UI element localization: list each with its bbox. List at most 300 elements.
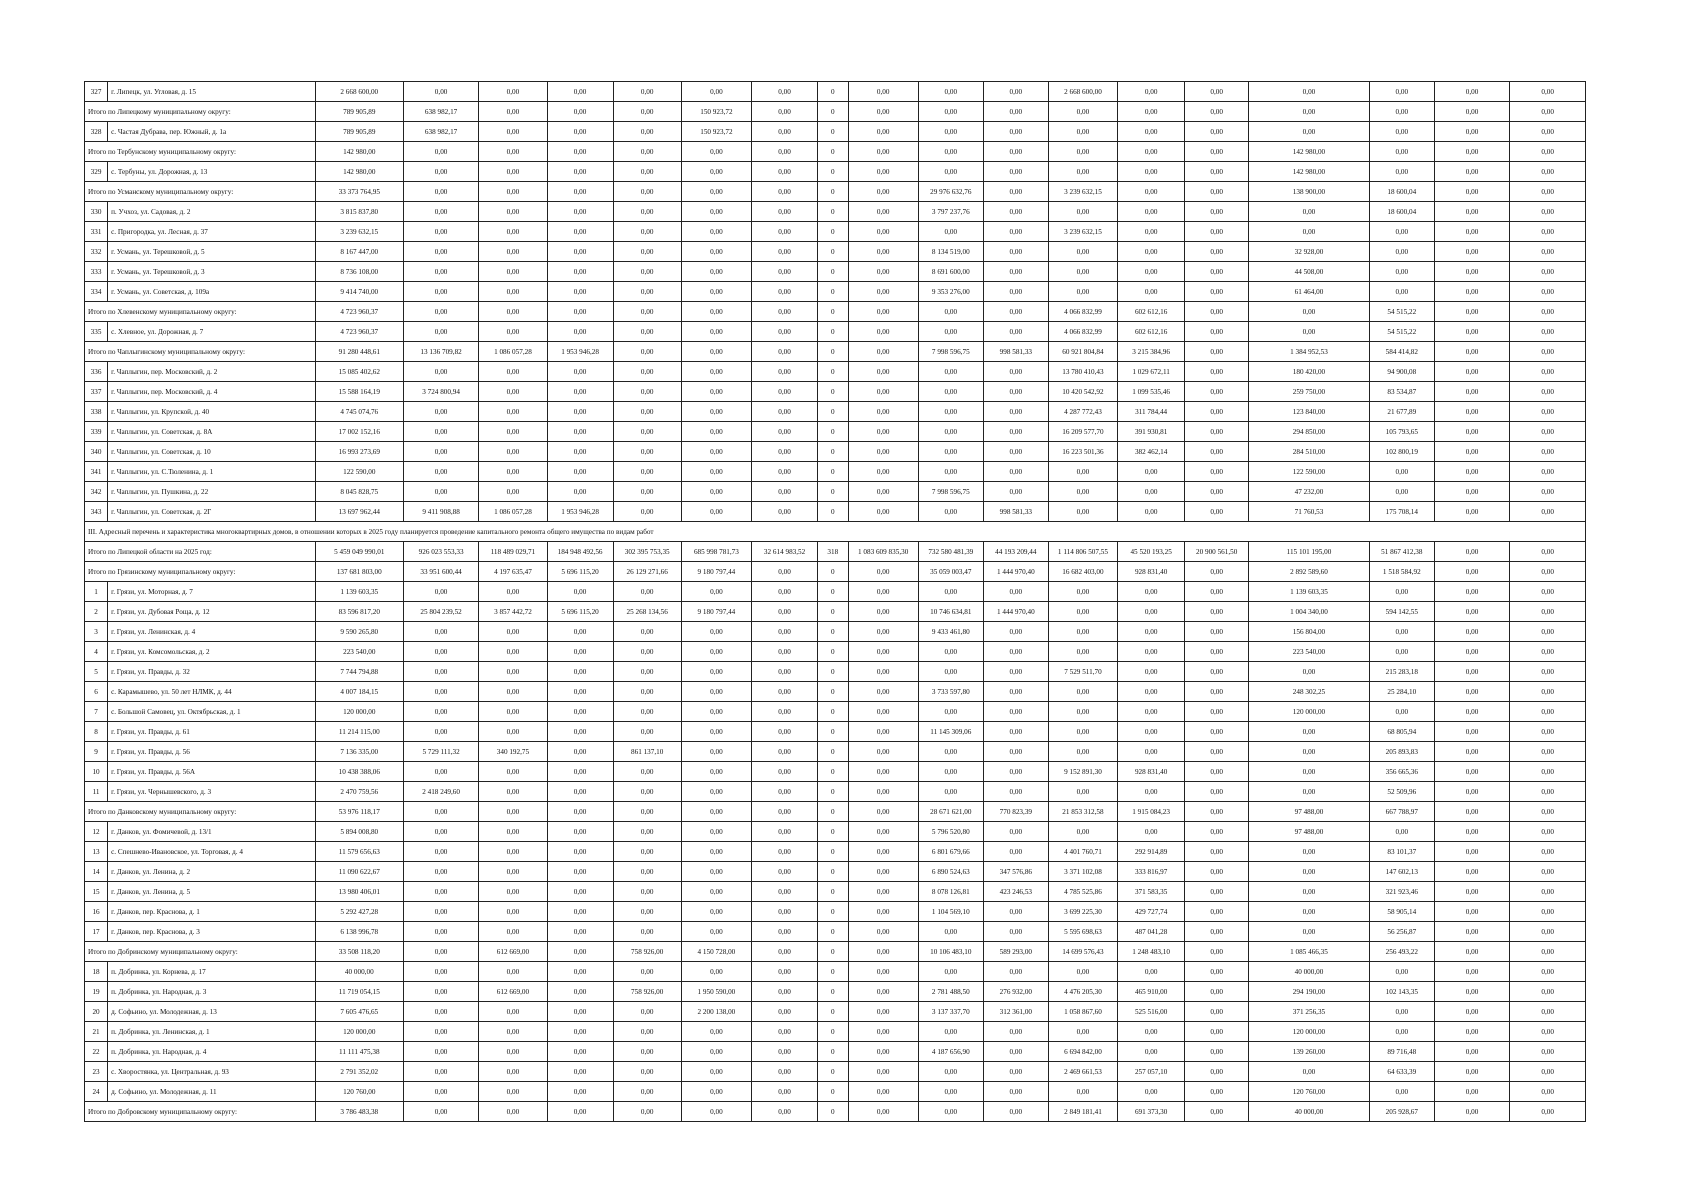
cost-cell: 11 579 656,63 (315, 842, 403, 862)
cost-cell: 0,00 (403, 962, 479, 982)
cost-cell: 17 002 152,16 (315, 422, 403, 442)
cost-cell: 0 (818, 682, 848, 702)
cost-cell: 0,00 (479, 242, 547, 262)
cost-cell: 0 (818, 842, 848, 862)
cost-cell: 0,00 (479, 202, 547, 222)
row-number: 15 (85, 882, 108, 902)
cost-cell: 0,00 (613, 902, 681, 922)
cost-cell: 9 590 265,80 (315, 622, 403, 642)
cost-cell: 150 923,72 (681, 122, 751, 142)
cost-cell: 10 438 388,06 (315, 762, 403, 782)
cost-cell: 0,00 (479, 362, 547, 382)
row-number: 20 (85, 1002, 108, 1022)
cost-cell: 0,00 (479, 1082, 547, 1102)
cost-cell: 0,00 (547, 182, 613, 202)
cost-cell: 0,00 (1185, 482, 1249, 502)
cost-cell: 0,00 (479, 862, 547, 882)
cost-cell: 156 804,00 (1249, 622, 1370, 642)
table-row (85, 282, 1586, 302)
cost-cell: 0,00 (752, 982, 818, 1002)
cost-cell: 0,00 (613, 1002, 681, 1022)
cost-cell: 0,00 (613, 122, 681, 142)
cost-cell: 0,00 (1434, 422, 1510, 442)
cost-cell: 0 (818, 1062, 848, 1082)
cost-cell: 0,00 (1369, 122, 1434, 142)
cost-cell: 0,00 (752, 342, 818, 362)
cost-cell: 0,00 (983, 242, 1048, 262)
cost-cell: 0,00 (752, 662, 818, 682)
cost-cell: 4 187 656,90 (918, 1042, 983, 1062)
cost-cell: 0,00 (1434, 82, 1510, 102)
cost-cell: 0,00 (752, 1062, 818, 1082)
cost-cell: 0,00 (983, 722, 1048, 742)
building-address: г. Чаплыгин, ул. Пушкина, д. 22 (108, 482, 316, 502)
cost-cell: 0,00 (1369, 462, 1434, 482)
cost-cell: 0,00 (1185, 302, 1249, 322)
cost-cell: 0,00 (403, 802, 479, 822)
cost-cell: 0,00 (1510, 182, 1586, 202)
cost-cell: 0,00 (403, 1062, 479, 1082)
cost-cell: 0,00 (1249, 722, 1370, 742)
cost-cell: 6 694 842,00 (1048, 1042, 1117, 1062)
cost-cell: 0,00 (547, 322, 613, 342)
cost-cell: 0,00 (613, 662, 681, 682)
building-address: г. Чаплыгин, ул. Советская, д. 10 (108, 442, 316, 462)
subtotal-row (85, 1102, 1586, 1122)
cost-cell: 0,00 (752, 262, 818, 282)
cost-cell: 0,00 (681, 762, 751, 782)
cost-cell: 0,00 (613, 302, 681, 322)
row-number: 328 (85, 122, 108, 142)
cost-cell: 371 583,35 (1118, 882, 1185, 902)
cost-cell: 0,00 (1048, 282, 1117, 302)
cost-cell: 0,00 (1185, 642, 1249, 662)
cost-cell: 0,00 (613, 482, 681, 502)
cost-cell: 15 588 164,19 (315, 382, 403, 402)
cost-cell: 5 696 115,20 (547, 602, 613, 622)
cost-cell: 3 137 337,70 (918, 1002, 983, 1022)
row-number: 330 (85, 202, 108, 222)
cost-cell: 45 520 193,25 (1118, 542, 1185, 562)
cost-cell: 0,00 (403, 842, 479, 862)
cost-cell: 0,00 (752, 462, 818, 482)
cost-cell: 54 515,22 (1369, 302, 1434, 322)
cost-cell: 0,00 (983, 402, 1048, 422)
cost-cell: 0,00 (1434, 482, 1510, 502)
cost-cell: 122 590,00 (315, 462, 403, 482)
cost-cell: 0,00 (547, 662, 613, 682)
cost-cell: 0,00 (1048, 642, 1117, 662)
cost-cell: 0,00 (1185, 882, 1249, 902)
cost-cell: 0 (818, 662, 848, 682)
cost-cell: 0,00 (848, 742, 918, 762)
row-number: 336 (85, 362, 108, 382)
cost-cell: 0,00 (983, 662, 1048, 682)
cost-cell: 18 600,04 (1369, 182, 1434, 202)
cost-cell: 0,00 (848, 922, 918, 942)
cost-cell: 1 139 603,35 (1249, 582, 1370, 602)
section-heading: III. Адресный перечень и характеристика многоквартирных домов, в отношении которых в 2025 году планируется проведение капитального ремонта общего имущества по видам работ (85, 522, 1586, 542)
table-row (85, 82, 1586, 102)
cost-cell: 294 190,00 (1249, 982, 1370, 1002)
cost-cell: 0,00 (1048, 682, 1117, 702)
cost-cell: 0,00 (1434, 842, 1510, 862)
cost-cell: 0,00 (848, 1062, 918, 1082)
cost-cell: 28 671 621,00 (918, 802, 983, 822)
cost-cell: 14 699 576,43 (1048, 942, 1117, 962)
cost-cell: 0,00 (918, 502, 983, 522)
cost-cell: 0 (818, 762, 848, 782)
cost-cell: 83 534,87 (1369, 382, 1434, 402)
cost-cell: 0,00 (479, 902, 547, 922)
cost-cell: 0,00 (752, 942, 818, 962)
cost-cell: 0,00 (1048, 602, 1117, 622)
subtotal-label: Итого по Добринскому муниципальному округу: (85, 942, 316, 962)
cost-cell: 0,00 (918, 962, 983, 982)
cost-cell: 40 000,00 (1249, 1102, 1370, 1122)
cost-cell: 0,00 (1118, 242, 1185, 262)
cost-cell: 0,00 (1434, 182, 1510, 202)
cost-cell: 0,00 (1510, 502, 1586, 522)
building-address: г. Чаплыгин, ул. Крупской, д. 40 (108, 402, 316, 422)
table-row (85, 842, 1586, 862)
cost-cell: 0,00 (681, 582, 751, 602)
cost-cell: 5 894 008,80 (315, 822, 403, 842)
cost-cell: 0,00 (403, 822, 479, 842)
cost-cell: 0,00 (613, 322, 681, 342)
cost-cell: 292 914,89 (1118, 842, 1185, 862)
cost-cell: 0,00 (547, 842, 613, 862)
cost-cell: 0,00 (848, 182, 918, 202)
cost-cell: 0 (818, 882, 848, 902)
cost-cell: 0,00 (547, 402, 613, 422)
table-row (85, 682, 1586, 702)
cost-cell: 0 (818, 222, 848, 242)
cost-cell: 18 600,04 (1369, 202, 1434, 222)
cost-cell: 0 (818, 482, 848, 502)
cost-cell: 0,00 (1510, 122, 1586, 142)
cost-cell: 0,00 (1185, 922, 1249, 942)
cost-cell: 0,00 (479, 802, 547, 822)
cost-cell: 0,00 (1369, 1082, 1434, 1102)
subtotal-row (85, 342, 1586, 362)
cost-cell: 120 760,00 (315, 1082, 403, 1102)
cost-cell: 0,00 (848, 662, 918, 682)
cost-cell: 0,00 (1434, 602, 1510, 622)
table-row (85, 722, 1586, 742)
cost-cell: 0,00 (1434, 162, 1510, 182)
cost-cell: 0,00 (1510, 982, 1586, 1002)
cost-cell: 4 066 832,99 (1048, 302, 1117, 322)
cost-cell: 0,00 (403, 402, 479, 422)
cost-cell: 1 384 952,53 (1249, 342, 1370, 362)
cost-cell: 0,00 (752, 742, 818, 762)
cost-cell: 0,00 (1510, 542, 1586, 562)
cost-cell: 0,00 (479, 1022, 547, 1042)
cost-cell: 0,00 (848, 362, 918, 382)
cost-cell: 0,00 (1185, 662, 1249, 682)
cost-cell: 0,00 (1048, 242, 1117, 262)
cost-cell: 0,00 (848, 462, 918, 482)
cost-cell: 0,00 (613, 1042, 681, 1062)
cost-cell: 0 (818, 1102, 848, 1122)
cost-cell: 0,00 (1185, 822, 1249, 842)
cost-cell: 4 476 205,30 (1048, 982, 1117, 1002)
building-address: г. Грязи, ул. Дубовая Роща, д. 12 (108, 602, 316, 622)
row-number: 23 (85, 1062, 108, 1082)
cost-cell: 0,00 (848, 782, 918, 802)
cost-cell: 0,00 (403, 222, 479, 242)
cost-cell: 0,00 (403, 322, 479, 342)
cost-cell: 0,00 (1510, 362, 1586, 382)
cost-cell: 0,00 (479, 882, 547, 902)
cost-cell: 0,00 (1118, 582, 1185, 602)
cost-cell: 0,00 (848, 402, 918, 422)
cost-cell: 0,00 (1185, 382, 1249, 402)
table-row (85, 1042, 1586, 1062)
row-number: 6 (85, 682, 108, 702)
cost-cell: 0,00 (681, 82, 751, 102)
cost-cell: 0,00 (613, 82, 681, 102)
cost-cell: 0,00 (752, 722, 818, 742)
cost-cell: 0,00 (752, 422, 818, 442)
cost-cell: 0,00 (848, 442, 918, 462)
cost-cell: 0,00 (479, 442, 547, 462)
cost-cell: 0,00 (752, 222, 818, 242)
cost-cell: 0,00 (403, 682, 479, 702)
row-number: 16 (85, 902, 108, 922)
cost-cell: 0,00 (479, 582, 547, 602)
cost-cell: 0,00 (1118, 742, 1185, 762)
cost-cell: 758 926,00 (613, 982, 681, 1002)
cost-cell: 0,00 (1048, 102, 1117, 122)
cost-cell: 0,00 (547, 262, 613, 282)
cost-cell: 0,00 (403, 202, 479, 222)
cost-cell: 0,00 (1510, 802, 1586, 822)
cost-cell: 0,00 (479, 682, 547, 702)
cost-cell: 0,00 (848, 642, 918, 662)
cost-cell: 0,00 (752, 702, 818, 722)
cost-cell: 0,00 (1510, 642, 1586, 662)
cost-cell: 0 (818, 382, 848, 402)
cost-cell: 13 697 962,44 (315, 502, 403, 522)
cost-cell: 0,00 (547, 682, 613, 702)
cost-cell: 0,00 (613, 682, 681, 702)
cost-cell: 0,00 (752, 1102, 818, 1122)
cost-cell: 0,00 (1434, 502, 1510, 522)
cost-cell: 0,00 (1185, 442, 1249, 462)
cost-cell: 0,00 (1434, 742, 1510, 762)
cost-cell: 0,00 (918, 82, 983, 102)
cost-cell: 0,00 (983, 682, 1048, 702)
cost-cell: 0,00 (752, 782, 818, 802)
cost-cell: 0,00 (752, 142, 818, 162)
cost-cell: 0,00 (1249, 882, 1370, 902)
cost-cell: 0,00 (1434, 462, 1510, 482)
cost-cell: 0,00 (1118, 962, 1185, 982)
cost-cell: 0,00 (1510, 282, 1586, 302)
cost-cell: 0,00 (983, 282, 1048, 302)
cost-cell: 0,00 (1510, 442, 1586, 462)
cost-cell: 0,00 (752, 1042, 818, 1062)
cost-cell: 0,00 (547, 1042, 613, 1062)
building-address: с. Частая Дубрава, пер. Южный, д. 1а (108, 122, 316, 142)
cost-cell: 21 853 312,58 (1048, 802, 1117, 822)
building-address: г. Грязи, ул. Правды, д. 56А (108, 762, 316, 782)
cost-cell: 0,00 (752, 642, 818, 662)
cost-cell: 205 928,67 (1369, 1102, 1434, 1122)
cost-cell: 0,00 (613, 1022, 681, 1042)
cost-cell: 0,00 (1510, 322, 1586, 342)
cost-cell: 16 209 577,70 (1048, 422, 1117, 442)
cost-cell: 0,00 (613, 822, 681, 842)
cost-cell: 0,00 (547, 242, 613, 262)
row-number: 329 (85, 162, 108, 182)
cost-cell: 0,00 (1369, 282, 1434, 302)
cost-cell: 0,00 (918, 302, 983, 322)
cost-cell: 33 373 764,95 (315, 182, 403, 202)
cost-cell: 0,00 (752, 322, 818, 342)
cost-cell: 691 373,30 (1118, 1102, 1185, 1122)
cost-cell: 0,00 (681, 402, 751, 422)
cost-cell: 0,00 (848, 222, 918, 242)
cost-cell: 0,00 (479, 962, 547, 982)
cost-cell: 0,00 (848, 582, 918, 602)
cost-cell: 0,00 (1249, 762, 1370, 782)
cost-cell: 40 000,00 (315, 962, 403, 982)
cost-cell: 789 905,89 (315, 122, 403, 142)
cost-cell: 0,00 (1118, 702, 1185, 722)
table-row (85, 702, 1586, 722)
building-address: с. Хлевное, ул. Дорожная, д. 7 (108, 322, 316, 342)
row-number: 9 (85, 742, 108, 762)
cost-cell: 0,00 (1434, 642, 1510, 662)
cost-cell: 6 138 996,78 (315, 922, 403, 942)
cost-cell: 8 736 108,00 (315, 262, 403, 282)
cost-cell: 382 462,14 (1118, 442, 1185, 462)
table-row (85, 122, 1586, 142)
cost-cell: 602 612,16 (1118, 302, 1185, 322)
cost-cell: 97 488,00 (1249, 822, 1370, 842)
cost-cell: 0,00 (613, 922, 681, 942)
cost-cell: 11 214 115,00 (315, 722, 403, 742)
cost-cell: 0,00 (613, 202, 681, 222)
cost-cell: 0,00 (1510, 702, 1586, 722)
row-number: 343 (85, 502, 108, 522)
cost-cell: 0,00 (1510, 782, 1586, 802)
cost-cell: 6 890 524,63 (918, 862, 983, 882)
row-number: 19 (85, 982, 108, 1002)
cost-cell: 0,00 (1434, 362, 1510, 382)
cost-cell: 0,00 (1185, 262, 1249, 282)
cost-cell: 0,00 (403, 1002, 479, 1022)
table-row (85, 662, 1586, 682)
cost-cell: 142 980,00 (1249, 162, 1370, 182)
row-number: 8 (85, 722, 108, 742)
cost-cell: 1 029 672,11 (1118, 362, 1185, 382)
row-number: 10 (85, 762, 108, 782)
cost-cell: 4 287 772,43 (1048, 402, 1117, 422)
cost-cell: 0,00 (1434, 682, 1510, 702)
cost-cell: 0,00 (547, 822, 613, 842)
building-address: г. Усмань, ул. Советская, д. 109а (108, 282, 316, 302)
cost-cell: 0,00 (1118, 662, 1185, 682)
cost-cell: 0,00 (983, 1082, 1048, 1102)
subtotal-row (85, 142, 1586, 162)
cost-cell: 0,00 (918, 402, 983, 422)
row-number: 3 (85, 622, 108, 642)
cost-cell: 0,00 (848, 1022, 918, 1042)
cost-cell: 0,00 (613, 342, 681, 362)
subtotal-label: Итого по Липецкому муниципальному округу: (85, 102, 316, 122)
cost-cell: 0,00 (1510, 162, 1586, 182)
cost-cell: 926 023 553,33 (403, 542, 479, 562)
cost-cell: 9 411 908,88 (403, 502, 479, 522)
cost-cell: 0,00 (403, 642, 479, 662)
cost-cell: 0,00 (547, 582, 613, 602)
cost-cell: 0,00 (1434, 322, 1510, 342)
cost-cell: 0,00 (547, 722, 613, 742)
cost-cell: 0,00 (1185, 562, 1249, 582)
cost-cell: 0 (818, 822, 848, 842)
cost-cell: 0,00 (1249, 102, 1370, 122)
table-row (85, 162, 1586, 182)
table-row (85, 402, 1586, 422)
cost-cell: 0,00 (1185, 862, 1249, 882)
cost-cell: 120 760,00 (1249, 1082, 1370, 1102)
cost-cell: 0,00 (1510, 822, 1586, 842)
cost-cell: 0,00 (1434, 662, 1510, 682)
cost-cell: 0,00 (1048, 722, 1117, 742)
cost-cell: 0 (818, 562, 848, 582)
cost-cell: 0,00 (547, 302, 613, 322)
cost-cell: 0,00 (752, 842, 818, 862)
cost-cell: 0,00 (1185, 82, 1249, 102)
cost-cell: 0,00 (681, 742, 751, 762)
cost-cell: 0,00 (1434, 542, 1510, 562)
cost-cell: 0,00 (547, 1002, 613, 1022)
cost-cell: 318 (818, 542, 848, 562)
cost-cell: 0,00 (1434, 622, 1510, 642)
row-number: 22 (85, 1042, 108, 1062)
capital-repair-table (84, 81, 1586, 1122)
cost-cell: 998 581,33 (983, 502, 1048, 522)
cost-cell: 0 (818, 642, 848, 662)
cost-cell: 0,00 (1185, 1022, 1249, 1042)
cost-cell: 3 371 102,08 (1048, 862, 1117, 882)
cost-cell: 0,00 (403, 142, 479, 162)
cost-cell: 0,00 (613, 222, 681, 242)
cost-cell: 138 900,00 (1249, 182, 1370, 202)
cost-cell: 142 980,00 (315, 142, 403, 162)
cost-cell: 21 677,89 (1369, 402, 1434, 422)
cost-cell: 0,00 (1185, 322, 1249, 342)
cost-cell: 0,00 (613, 382, 681, 402)
subtotal-label: Итого по Добровскому муниципальному округу: (85, 1102, 316, 1122)
cost-cell: 10 420 542,92 (1048, 382, 1117, 402)
cost-cell: 91 280 448,61 (315, 342, 403, 362)
building-address: п. Добринка, ул. Корнева, д. 17 (108, 962, 316, 982)
cost-cell: 0,00 (983, 322, 1048, 342)
cost-cell: 0,00 (681, 322, 751, 342)
row-number: 4 (85, 642, 108, 662)
cost-cell: 35 059 003,47 (918, 562, 983, 582)
building-address: г. Грязи, ул. Моторная, д. 7 (108, 582, 316, 602)
cost-cell: 0,00 (983, 1062, 1048, 1082)
cost-cell: 0,00 (752, 882, 818, 902)
cost-cell: 0,00 (681, 362, 751, 382)
cost-cell: 3 239 632,15 (1048, 182, 1117, 202)
